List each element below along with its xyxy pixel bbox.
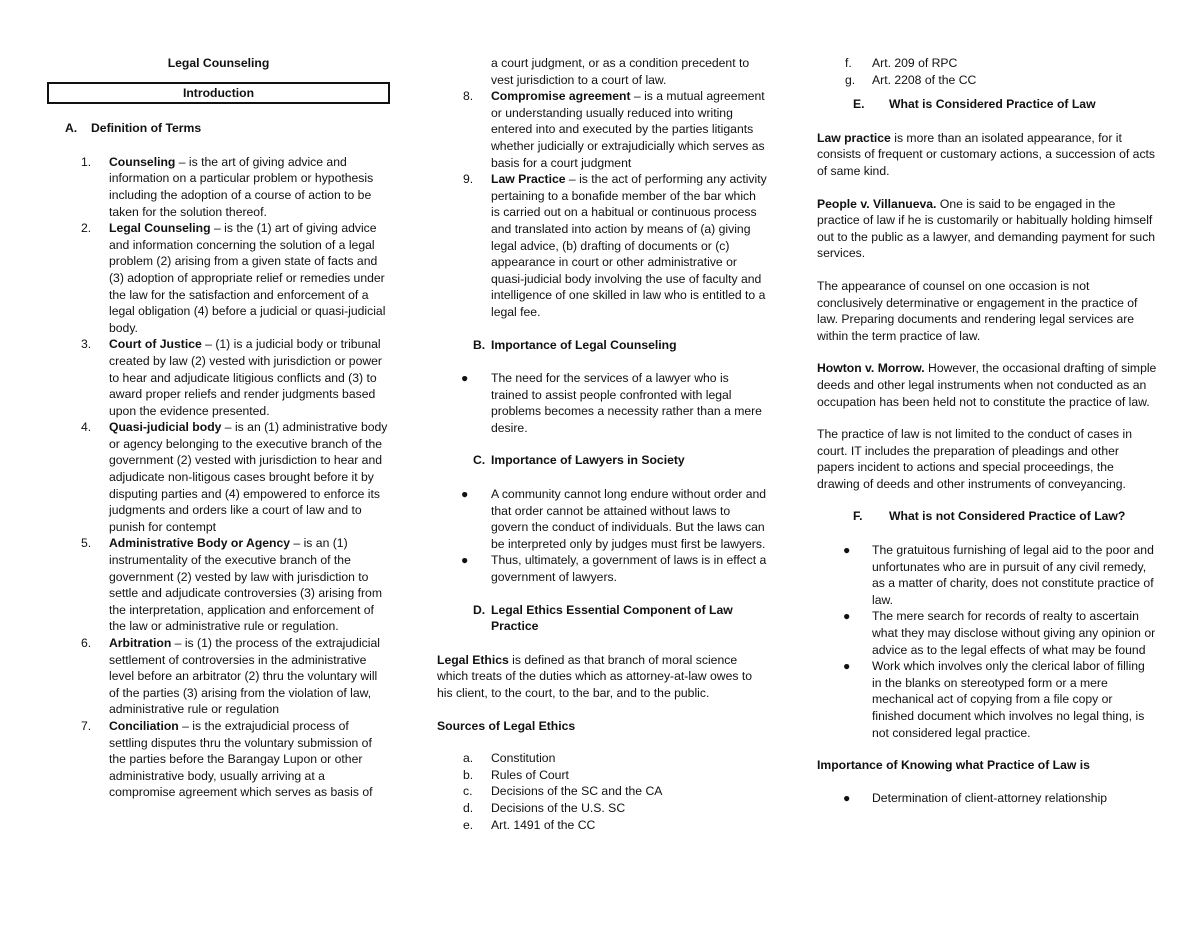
bullet-text: The mere search for records of realty to ascertain what they may disclose without giving any opinion or advice as to the legal effects of what may be found bbox=[872, 609, 1156, 657]
definition: – is the extrajudicial process of settling disputes thru the voluntary submission of the parties before the Barangay Lupon or other administrative body, usually arriving at a compromise agreement which serves as basis of bbox=[109, 718, 373, 800]
list-item bbox=[437, 552, 767, 585]
bullet-icon: ● bbox=[461, 487, 469, 502]
list-item bbox=[817, 542, 1157, 608]
howton-paragraph bbox=[817, 360, 1157, 410]
item-text: Art. 209 of RPC bbox=[872, 56, 958, 70]
item-text: Art. 1491 of the CC bbox=[491, 817, 596, 832]
definition: – is an (1) administrative body or agency belonging to the executive branch of the government (2) vested with jurisdiction to hear and adjudicate non-litigous cases brought before it by disputing parties and (4) empowered to enforce its judgments and orders like a court of law and to punish for contempt bbox=[109, 420, 388, 534]
item-number: 6. bbox=[81, 636, 92, 650]
column-1 bbox=[47, 55, 390, 801]
section-e-heading bbox=[817, 96, 1157, 113]
section-letter: A. bbox=[65, 121, 78, 136]
bullet-icon: ● bbox=[461, 371, 469, 386]
sources-list-continued bbox=[817, 55, 1157, 88]
item-text: Rules of Court bbox=[491, 767, 569, 782]
list-item bbox=[817, 608, 1157, 658]
term: Law practice bbox=[817, 130, 891, 145]
sources-list bbox=[437, 750, 767, 833]
section-letter: C. bbox=[473, 453, 486, 468]
term: Court of Justice bbox=[109, 337, 202, 352]
importance-counseling-list bbox=[437, 370, 767, 436]
list-item bbox=[47, 535, 390, 635]
bullet-text: The gratuitous furnishing of legal aid to the poor and unfortunates who are in pursuit of any civil remedy, as a matter of charity, does not constitute practice of law. bbox=[872, 543, 1154, 607]
bullet-icon: ● bbox=[843, 609, 851, 624]
section-c-heading bbox=[437, 452, 767, 469]
definition: – is an (1) instrumentality of the executive branch of the government (2) vested by law with jurisdiction to settle and adjudicate controversies (3) arising from the interpretation, application and enforcement of the law or administrative rule or regulation. bbox=[109, 536, 382, 634]
list-item bbox=[817, 658, 1157, 741]
list-item bbox=[47, 718, 390, 801]
section-title: Legal Ethics Essential Component of Law Practice bbox=[491, 602, 733, 634]
section-title: Importance of Legal Counseling bbox=[491, 337, 677, 352]
term: Conciliation bbox=[109, 718, 179, 733]
item-letter: e. bbox=[463, 817, 474, 832]
definition: is defined as that branch of moral science which treats of the duties which as attorney-at-law owes to his client, to the court, to the bar, and to the public. bbox=[437, 652, 752, 700]
list-item bbox=[437, 750, 767, 767]
lawyers-society-list bbox=[437, 486, 767, 586]
item-7-continuation: a court judgment, or as a condition precedent to vest jurisdiction to a court of law. bbox=[491, 56, 750, 87]
list-item bbox=[817, 72, 1157, 89]
list-item bbox=[47, 419, 390, 535]
item-letter: f. bbox=[845, 56, 852, 70]
list-item bbox=[437, 783, 767, 800]
list-item bbox=[817, 55, 1157, 72]
item-letter: c. bbox=[463, 784, 473, 799]
definitions-list bbox=[47, 154, 390, 801]
section-d-heading bbox=[437, 602, 767, 635]
term: Counseling bbox=[109, 154, 176, 169]
item-text: Constitution bbox=[491, 751, 556, 766]
list-item bbox=[437, 370, 767, 436]
list-item bbox=[437, 767, 767, 784]
section-letter: B. bbox=[473, 337, 486, 352]
item-letter: b. bbox=[463, 767, 474, 782]
column-2 bbox=[437, 55, 767, 833]
case-name: Howton v. Morrow. bbox=[817, 361, 925, 376]
paragraph-text: is more than an isolated appearance, for it consists of frequent or customary actions, a succession of acts of same kind. bbox=[817, 130, 1156, 178]
item-number: 3. bbox=[81, 337, 92, 352]
item-number: 8. bbox=[463, 89, 474, 104]
knowing-practice-list bbox=[817, 790, 1157, 807]
item-letter: a. bbox=[463, 751, 474, 766]
paragraph-text: One is said to be engaged in the practice of law if he is customarily or habitually holding himself out to the public as a lawyer, and demanding payment for such services. bbox=[817, 196, 1156, 261]
list-item bbox=[47, 154, 390, 220]
document-title: Legal Counseling bbox=[167, 56, 270, 70]
introduction-heading: Introduction bbox=[47, 82, 390, 105]
item-letter: d. bbox=[463, 800, 474, 815]
list-item bbox=[437, 88, 767, 171]
law-practice-paragraph bbox=[817, 130, 1157, 180]
definition: – is the act of performing any activity pertaining to a bonafide member of the bar which is carried out on a habitual or continuous process and translated into action by means of (a) giving legal advice, (b) drafting of documents or (c) appearance in court or other administrative or quasi-judicial body involving the use of faculty and intelligence of one skilled in law who is entitled to a legal fee. bbox=[491, 172, 767, 319]
section-letter: E. bbox=[853, 97, 865, 112]
practice-scope-paragraph: The practice of law is not limited to the conduct of cases in court. IT includes the preparation of pleadings and other papers incident to actions and special proceedings, the drawing of deeds and other instruments of conveyancing. bbox=[817, 427, 1133, 491]
section-letter: D. bbox=[473, 602, 486, 617]
sources-heading: Sources of Legal Ethics bbox=[437, 718, 576, 733]
knowing-practice-heading: Importance of Knowing what Practice of Law is bbox=[817, 758, 1090, 773]
section-b-heading bbox=[437, 337, 767, 354]
list-item bbox=[47, 336, 390, 419]
bullet-icon: ● bbox=[461, 553, 469, 568]
definition: – is the art of giving advice and information on a particular problem or hypothesis including the adoption of a course of action to be taken for the solution thereof. bbox=[109, 154, 374, 219]
bullet-text: Work which involves only the clerical labor of filling in the blanks on stereotyped form or a mere mechanical act of copying from a file copy or finished document which involves no legal thing, is not considered legal practice. bbox=[872, 659, 1145, 740]
not-practice-list bbox=[817, 542, 1157, 741]
definitions-list-continued bbox=[437, 88, 767, 320]
case-name: People v. Villanueva. bbox=[817, 196, 937, 211]
section-a-heading bbox=[47, 120, 390, 137]
definition: – is a mutual agreement or understanding usually reduced into writing entered into and executed by the parties litigants whether judicially or extrajudicially which serves as basis for a court judgment bbox=[491, 89, 765, 170]
paragraph-text: However, the occasional drafting of simple deeds and other legal instruments when not conducted as an occupation has been held not to constitute the practice of law. bbox=[817, 361, 1157, 409]
section-letter: F. bbox=[853, 509, 863, 524]
section-title: Definition of Terms bbox=[91, 121, 202, 136]
bullet-icon: ● bbox=[843, 790, 851, 805]
term: Legal Counseling bbox=[109, 221, 211, 236]
definition: – is the (1) art of giving advice and information concerning the solution of a legal problem (2) arising from a given state of facts and (3) adoption of appropriate relief or remedies under the law for the satisfaction and enforcement of a legal obligation (4) before a judicial or quasi-judicial body. bbox=[109, 221, 386, 335]
item-number: 9. bbox=[463, 172, 474, 187]
legal-ethics-paragraph bbox=[437, 652, 767, 702]
section-f-heading bbox=[817, 508, 1157, 525]
bullet-text: A community cannot long endure without order and that order cannot be attained without laws to govern the conduct of individuals. But the laws can be interpreted only by judges must first be lawyers. bbox=[491, 487, 767, 551]
term: Arbitration bbox=[109, 636, 172, 650]
item-text: Art. 2208 of the CC bbox=[872, 72, 977, 87]
section-title: What is not Considered Practice of Law? bbox=[889, 509, 1126, 524]
term: Quasi-judicial body bbox=[109, 420, 222, 435]
item-letter: g. bbox=[845, 72, 856, 87]
item-text: Decisions of the SC and the CA bbox=[491, 784, 663, 799]
list-item bbox=[437, 817, 767, 834]
bullet-icon: ● bbox=[843, 659, 851, 674]
definition: – is (1) the process of the extrajudicial settlement of controversies in the administrative level before an arbitrator (2) thru the voluntary will of the parties (3) arising from the violation of law, administrative rule or regulation bbox=[109, 636, 380, 717]
section-title: What is Considered Practice of Law bbox=[889, 97, 1096, 112]
bullet-icon: ● bbox=[843, 543, 851, 558]
item-number: 1. bbox=[81, 154, 92, 169]
villanueva-paragraph bbox=[817, 196, 1157, 262]
list-item bbox=[437, 486, 767, 552]
list-item bbox=[47, 220, 390, 336]
bullet-text: Determination of client-attorney relationship bbox=[872, 790, 1108, 805]
list-item bbox=[47, 635, 390, 718]
list-item bbox=[437, 800, 767, 817]
term: Administrative Body or Agency bbox=[109, 536, 291, 551]
item-number: 2. bbox=[81, 221, 92, 236]
column-3 bbox=[817, 55, 1157, 806]
item-text: Decisions of the U.S. SC bbox=[491, 800, 626, 815]
item-number: 7. bbox=[81, 718, 92, 733]
bullet-text: The need for the services of a lawyer who is trained to assist people confronted with legal problems becomes a necessity rather than a mere desire. bbox=[491, 371, 762, 435]
section-title: Importance of Lawyers in Society bbox=[491, 453, 685, 468]
term: Legal Ethics bbox=[437, 652, 509, 667]
item-number: 4. bbox=[81, 420, 92, 435]
term: Compromise agreement bbox=[491, 89, 631, 104]
term: Law Practice bbox=[491, 172, 566, 187]
list-item bbox=[817, 790, 1157, 807]
appearance-paragraph: The appearance of counsel on one occasion is not conclusively determinative or engagement in the practice of law. Preparing documents and rendering legal services are within the term practice of law. bbox=[817, 278, 1138, 343]
list-item bbox=[437, 171, 767, 320]
definition: – (1) is a judicial body or tribunal created by law (2) vested with jurisdiction or power to hear and adjudicate litigious conflicts and (3) to award proper reliefs and render judgments based upon the evidence presented. bbox=[109, 337, 382, 418]
item-number: 5. bbox=[81, 536, 92, 551]
bullet-text: Thus, ultimately, a government of laws is in effect a government of lawyers. bbox=[491, 553, 767, 585]
